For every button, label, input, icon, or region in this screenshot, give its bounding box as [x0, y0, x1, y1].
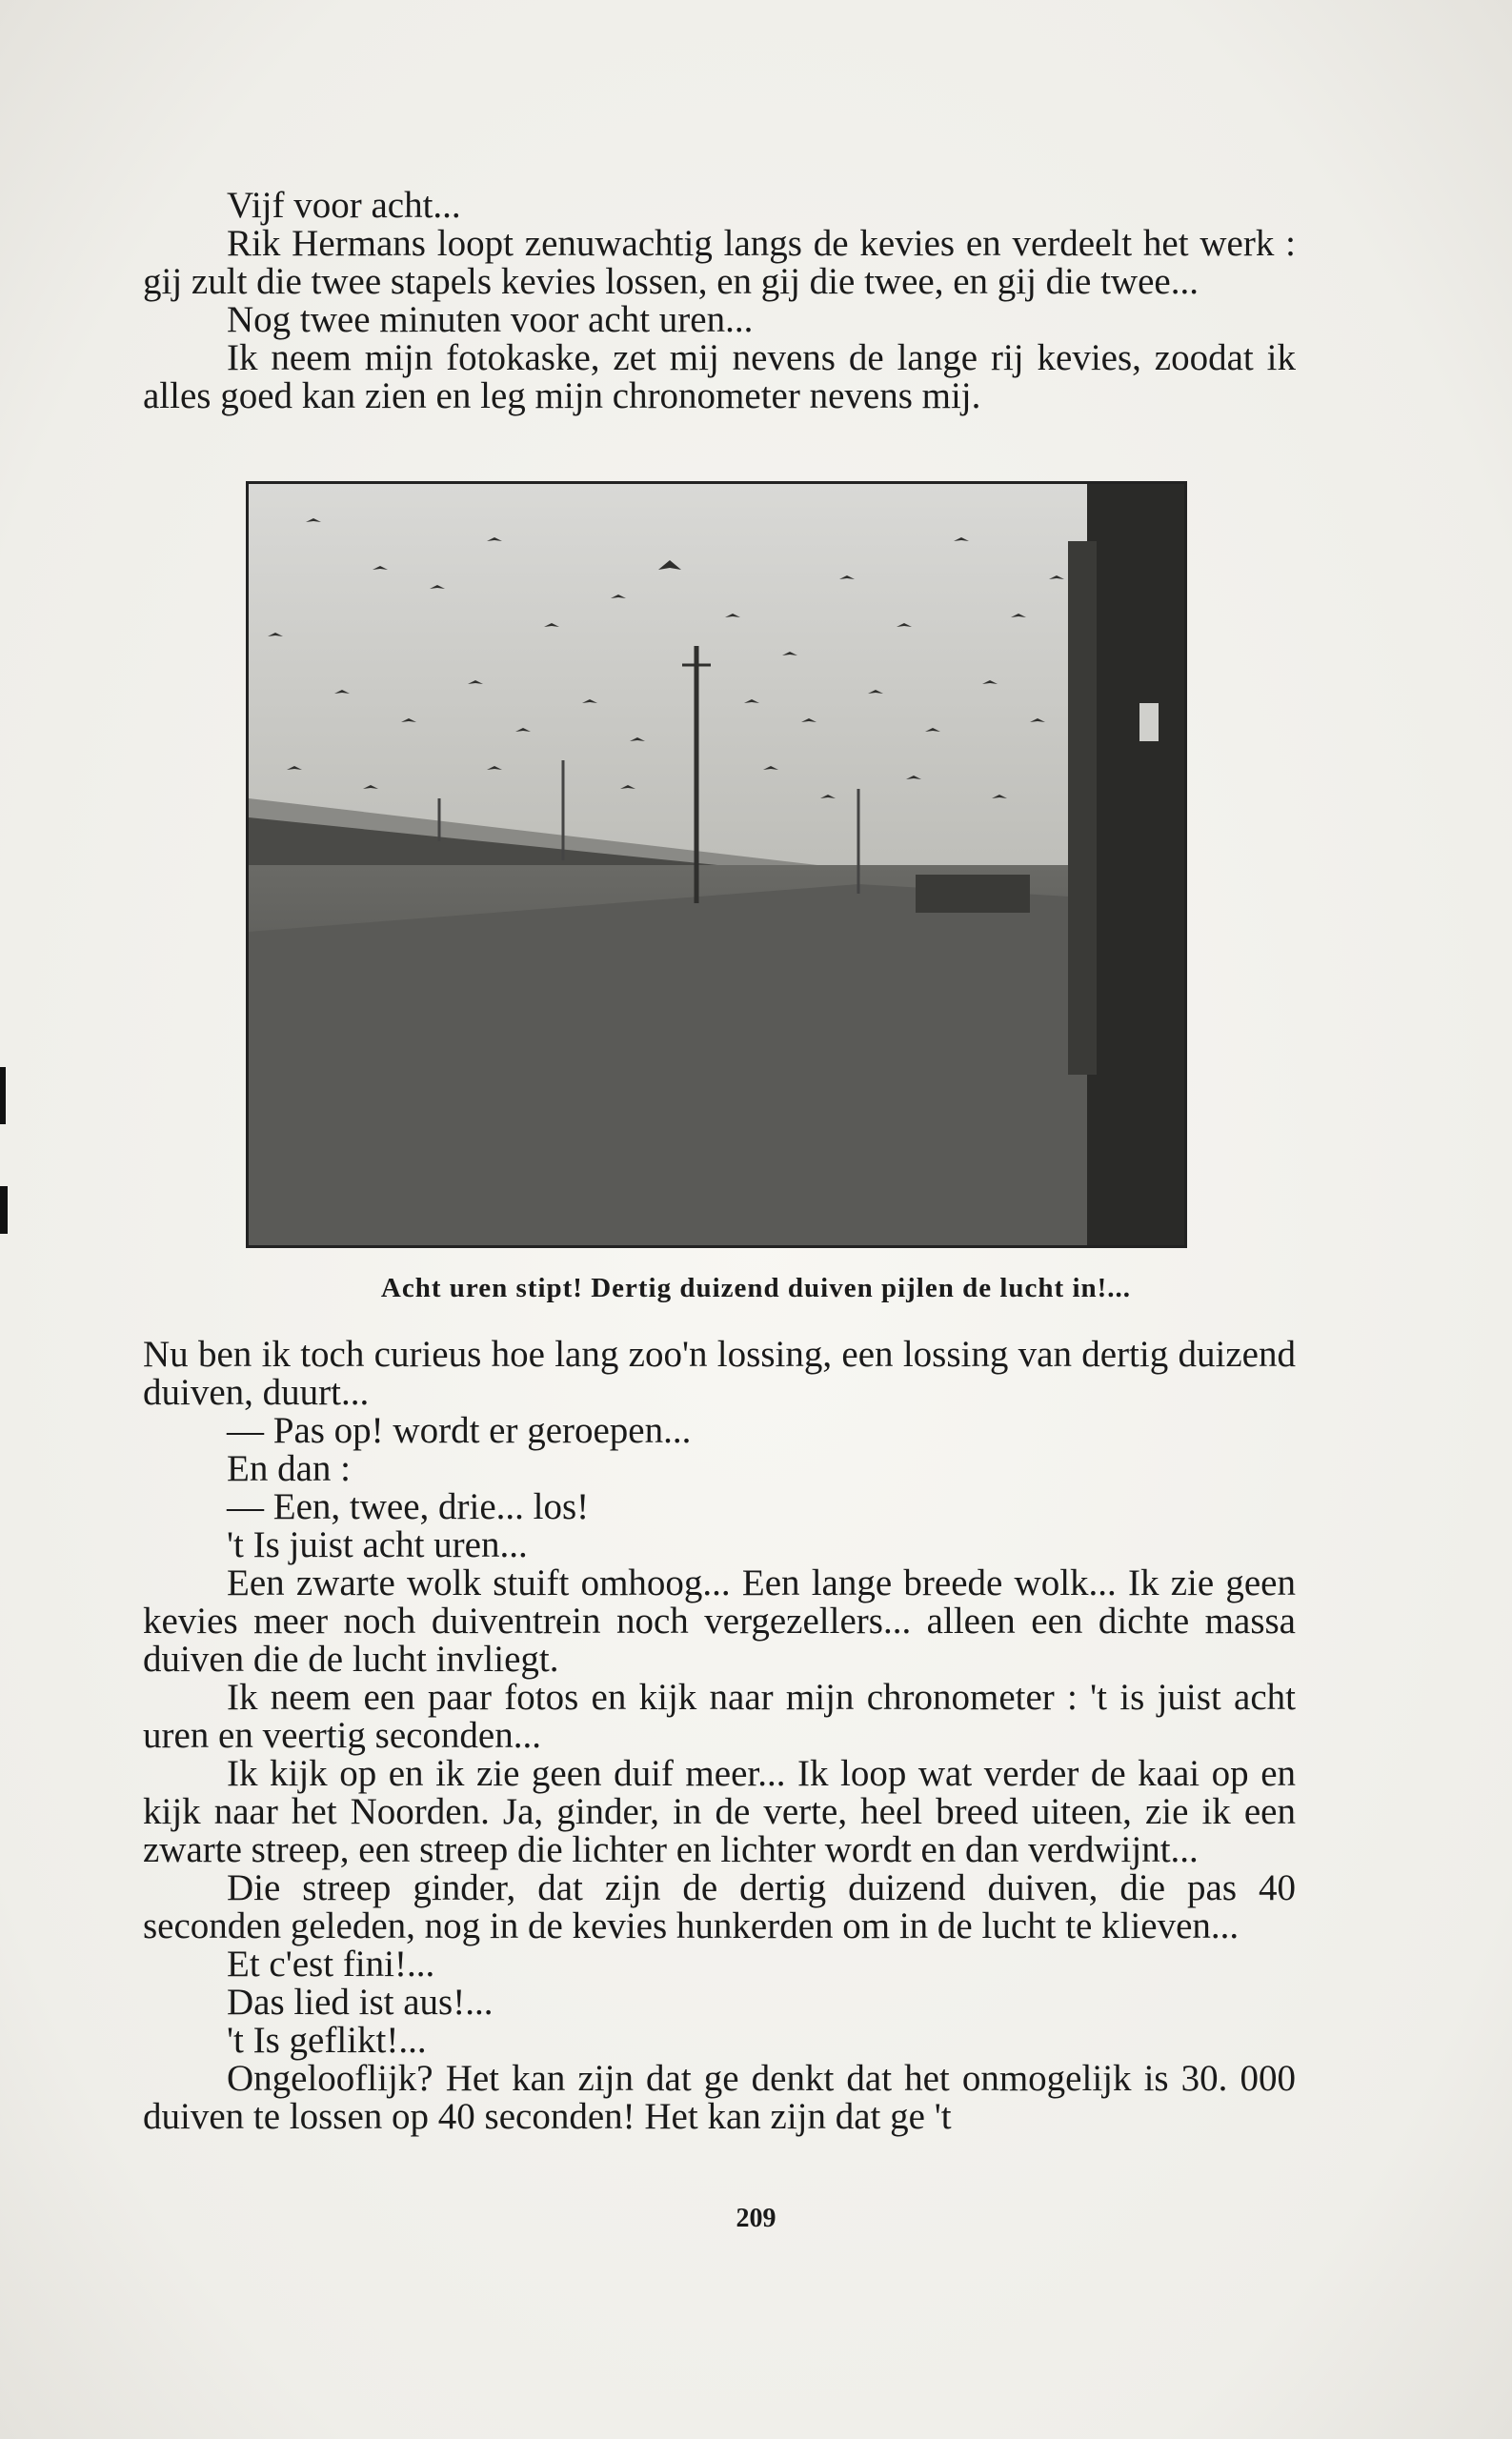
paragraph: 't Is geflikt!... [227, 2020, 427, 2061]
photo-illustration [249, 484, 1184, 1245]
paragraph: — Een, twee, drie... los! [227, 1486, 590, 1527]
paragraph: Een zwarte wolk stuift omhoog... Een lange breede wolk... Ik zie geen kevies meer noch duiventrein noch vergezellers... alleen een dichte massa duiven die de lucht invliegt. [143, 1562, 1296, 1680]
paragraph: Das lied ist aus!... [227, 1982, 494, 2023]
paragraph: Die streep ginder, dat zijn de dertig duizend duiven, die pas 40 seconden geleden, nog in de kevies hunkerden om in de lucht te klieven... [143, 1867, 1296, 1946]
binding-mark [0, 1186, 8, 1234]
paragraph: Ik kijk op en ik zie geen duif meer... Ik loop wat verder de kaai op en kijk naar het Noorden. Ja, ginder, in de verte, heel breed uiteen, zie ik een zwarte streep, een streep die lichter en lichter wordt en dan verdwijnt... [143, 1753, 1296, 1870]
paragraph: — Pas op! wordt er geroepen... [227, 1410, 692, 1451]
paragraph: Ongelooflijk? Het kan zijn dat ge denkt dat het onmogelijk is 30. 000 duiven te lossen op 40 seconden! Het kan zijn dat ge 't [143, 2058, 1296, 2137]
binding-mark [0, 1067, 6, 1124]
paragraph: Et c'est fini!... [227, 1944, 435, 1985]
top-text-block [143, 187, 1296, 415]
paragraph: En dan : [227, 1448, 351, 1489]
paragraph: Nu ben ik toch curieus hoe lang zoo'n lossing, een lossing van dertig duizend duiven, duurt... [143, 1334, 1296, 1413]
photograph-pigeon-release [246, 481, 1187, 1248]
paragraph: Nog twee minuten voor acht uren... [227, 299, 754, 340]
bottom-text-block [143, 1336, 1296, 2136]
page-number: 209 [736, 2204, 776, 2233]
paragraph: Vijf voor acht... [227, 185, 461, 226]
paragraph: 't Is juist acht uren... [227, 1524, 528, 1565]
paragraph: Rik Hermans loopt zenuwachtig langs de kevies en verdeelt het werk : gij zult die twee stapels kevies lossen, en gij die twee, en gij die twee... [143, 223, 1296, 302]
photo-caption: Acht uren stipt! Dertig duizend duiven pijlen de lucht in!... [380, 1273, 1132, 1303]
paragraph: Ik neem een paar fotos en kijk naar mijn chronometer : 't is juist acht uren en veertig seconden... [143, 1677, 1296, 1756]
paragraph: Ik neem mijn fotokaske, zet mij nevens de lange rij kevies, zoodat ik alles goed kan zien en leg mijn chronometer nevens mij. [143, 337, 1296, 416]
